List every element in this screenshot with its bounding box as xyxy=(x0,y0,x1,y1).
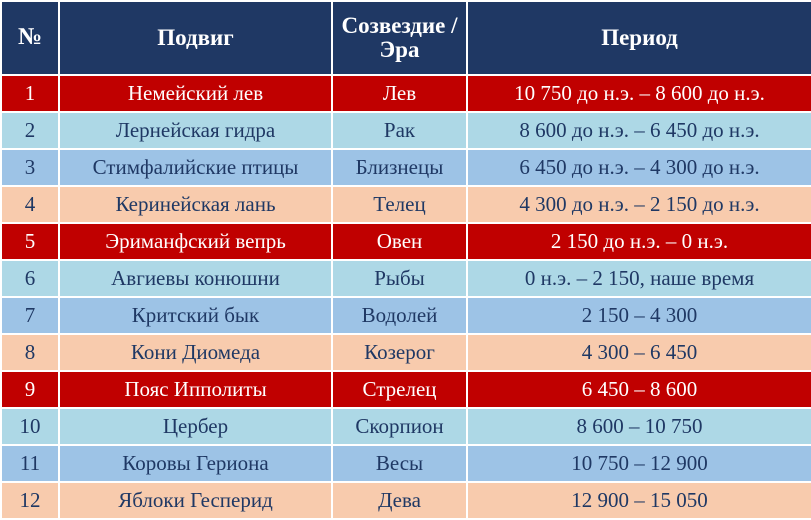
cell-feat: Лернейская гидра xyxy=(59,112,332,149)
cell-constellation: Лев xyxy=(332,75,467,112)
cell-feat: Коровы Гериона xyxy=(59,445,332,482)
cell-period: 6 450 – 8 600 xyxy=(467,371,811,408)
cell-feat: Кони Диомеда xyxy=(59,334,332,371)
cell-number: 5 xyxy=(1,223,59,260)
table-row xyxy=(1,445,811,482)
table-body xyxy=(1,75,811,519)
cell-constellation: Скорпион xyxy=(332,408,467,445)
cell-period: 8 600 – 10 750 xyxy=(467,408,811,445)
column-header-number: № xyxy=(1,1,59,75)
cell-feat: Пояс Ипполиты xyxy=(59,371,332,408)
cell-number: 8 xyxy=(1,334,59,371)
cell-number: 7 xyxy=(1,297,59,334)
cell-constellation: Рак xyxy=(332,112,467,149)
cell-constellation: Козерог xyxy=(332,334,467,371)
cell-number: 9 xyxy=(1,371,59,408)
cell-feat: Яблоки Гесперид xyxy=(59,482,332,519)
cell-number: 3 xyxy=(1,149,59,186)
column-header-period: Период xyxy=(467,1,811,75)
table-row xyxy=(1,186,811,223)
cell-feat: Стимфалийские птицы xyxy=(59,149,332,186)
table-header xyxy=(1,1,811,75)
cell-constellation: Весы xyxy=(332,445,467,482)
table-row xyxy=(1,482,811,519)
cell-period: 0 н.э. – 2 150, наше время xyxy=(467,260,811,297)
cell-number: 1 xyxy=(1,75,59,112)
cell-constellation: Дева xyxy=(332,482,467,519)
table-header-row xyxy=(1,1,811,75)
cell-feat: Эриманфский вепрь xyxy=(59,223,332,260)
cell-constellation: Телец xyxy=(332,186,467,223)
table-row xyxy=(1,112,811,149)
table-row xyxy=(1,75,811,112)
cell-feat: Керинейская лань xyxy=(59,186,332,223)
column-header-constellation: Созвездие / Эра xyxy=(332,1,467,75)
cell-period: 6 450 до н.э. – 4 300 до н.э. xyxy=(467,149,811,186)
cell-period: 4 300 до н.э. – 2 150 до н.э. xyxy=(467,186,811,223)
cell-feat: Цербер xyxy=(59,408,332,445)
column-header-feat: Подвиг xyxy=(59,1,332,75)
cell-constellation: Стрелец xyxy=(332,371,467,408)
cell-constellation: Близнецы xyxy=(332,149,467,186)
table-row xyxy=(1,149,811,186)
cell-constellation: Овен xyxy=(332,223,467,260)
table-row xyxy=(1,297,811,334)
cell-number: 10 xyxy=(1,408,59,445)
table-row xyxy=(1,334,811,371)
cell-number: 11 xyxy=(1,445,59,482)
cell-number: 4 xyxy=(1,186,59,223)
cell-period: 2 150 до н.э. – 0 н.э. xyxy=(467,223,811,260)
table-row xyxy=(1,371,811,408)
table-row xyxy=(1,223,811,260)
cell-number: 12 xyxy=(1,482,59,519)
table-row xyxy=(1,408,811,445)
cell-period: 8 600 до н.э. – 6 450 до н.э. xyxy=(467,112,811,149)
cell-feat: Немейский лев xyxy=(59,75,332,112)
cell-constellation: Рыбы xyxy=(332,260,467,297)
cell-number: 2 xyxy=(1,112,59,149)
table-row xyxy=(1,260,811,297)
cell-constellation: Водолей xyxy=(332,297,467,334)
cell-period: 10 750 – 12 900 xyxy=(467,445,811,482)
cell-feat: Авгиевы конюшни xyxy=(59,260,332,297)
cell-period: 4 300 – 6 450 xyxy=(467,334,811,371)
cell-period: 10 750 до н.э. – 8 600 до н.э. xyxy=(467,75,811,112)
cell-period: 12 900 – 15 050 xyxy=(467,482,811,519)
cell-feat: Критский бык xyxy=(59,297,332,334)
cell-period: 2 150 – 4 300 xyxy=(467,297,811,334)
cell-number: 6 xyxy=(1,260,59,297)
